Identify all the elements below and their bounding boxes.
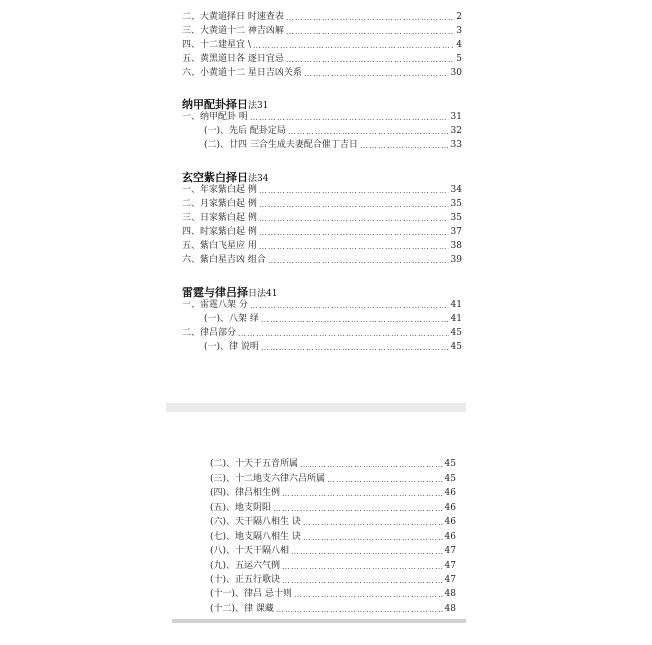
toc-entry-page: 2 (456, 12, 462, 22)
toc-entry-label: 三、日家紫白起 例 (182, 213, 257, 223)
leader-dots (288, 125, 449, 138)
toc-entry-page: 35 (450, 213, 462, 223)
toc-entry[interactable] (204, 313, 462, 326)
toc-entry-label: 二、月家紫白起 例 (182, 199, 257, 209)
toc-entry[interactable] (210, 545, 456, 558)
toc-entry-page: 41 (450, 300, 462, 310)
toc-entry[interactable] (210, 473, 456, 486)
toc-entry-page: 45 (450, 342, 462, 352)
toc-entry-label: (十二)、律 课藏 (210, 604, 274, 614)
section-page: 日法41 (248, 289, 278, 299)
section-heading (182, 284, 277, 300)
section-page: 法31 (248, 101, 269, 111)
toc-entry[interactable] (210, 516, 456, 529)
toc-entry[interactable] (182, 240, 462, 253)
toc-entry[interactable] (182, 198, 462, 211)
toc-entry[interactable] (182, 67, 462, 80)
toc-entry-label: (八)、十天干隔八相 (210, 546, 290, 556)
leader-dots (273, 502, 443, 515)
toc-entry-label: 五、紫白飞星应 用 (182, 241, 257, 251)
toc-entry-label: (三)、十二地支六律六吕所属 (210, 474, 326, 484)
toc-entry-page: 45 (444, 459, 456, 469)
toc-entry[interactable] (182, 299, 462, 312)
toc-entry-page: 46 (444, 503, 456, 513)
toc-entry-label: (二)、廿四 三合生成夫妻配合催丁吉日 (204, 140, 358, 150)
toc-entry-page: 33 (450, 140, 462, 150)
toc-entry-page: 4 (456, 40, 462, 50)
toc-entry[interactable] (210, 574, 456, 587)
toc-entry-page: 35 (450, 199, 462, 209)
toc-entry-label: (七)、地支隔八相生 诀 (210, 532, 301, 542)
section-title: 纳甲配卦择日 (182, 98, 248, 111)
toc-entry[interactable] (204, 139, 462, 152)
toc-entry-page: 47 (444, 561, 456, 571)
leader-dots (282, 487, 443, 500)
toc-entry-label: (九)、五运六气例 (210, 561, 281, 571)
toc-entry-label: 六、小黄道十二 星日吉凶关系 (182, 68, 302, 78)
toc-entry-page: 46 (444, 488, 456, 498)
toc-entry[interactable] (204, 341, 462, 354)
leader-dots (259, 198, 449, 211)
toc-entry[interactable] (204, 125, 462, 138)
toc-entry-page: 46 (444, 517, 456, 527)
toc-entry-page: 39 (450, 255, 462, 265)
leader-dots (238, 327, 449, 340)
toc-entry-label: (一)、八架 绎 (204, 314, 259, 324)
section-title: 雷霆与律吕择 (182, 286, 248, 299)
toc-entry[interactable] (210, 531, 456, 544)
toc-entry-page: 31 (450, 112, 462, 122)
leader-dots (261, 341, 449, 354)
leader-dots (303, 516, 443, 529)
toc-entry[interactable] (182, 25, 462, 38)
toc-entry-page: 46 (444, 532, 456, 542)
leader-dots (259, 212, 449, 225)
toc-entry-page: 3 (456, 26, 462, 36)
leader-dots (286, 25, 454, 38)
toc-entry-page: 45 (450, 328, 462, 338)
toc-entry[interactable] (210, 603, 456, 616)
toc-entry-label: 二、律吕部分 (182, 328, 237, 338)
toc-entry-label: 四、十二建星宜 \ (182, 40, 251, 50)
leader-dots (304, 67, 449, 80)
toc-entry-page: 47 (444, 575, 456, 585)
leader-dots (276, 603, 443, 616)
leader-dots (286, 11, 454, 24)
toc-entry[interactable] (210, 502, 456, 515)
toc-entry-label: (一)、律 说明 (204, 342, 259, 352)
toc-entry-page: 30 (450, 68, 462, 78)
toc-entry-label: (十一)、律吕 忌十则 (210, 589, 292, 599)
toc-entry[interactable] (182, 254, 462, 267)
leader-dots (259, 226, 449, 239)
leader-dots (291, 545, 443, 558)
toc-entry[interactable] (210, 458, 456, 471)
toc-entry[interactable] (182, 327, 462, 340)
toc-entry[interactable] (182, 39, 462, 52)
toc-entry[interactable] (182, 184, 462, 197)
leader-dots (282, 574, 443, 587)
section-heading (182, 96, 268, 112)
toc-entry[interactable] (182, 11, 462, 24)
leader-dots (282, 560, 443, 573)
toc-entry[interactable] (182, 212, 462, 225)
toc-entry-page: 45 (444, 474, 456, 484)
toc-entry-label: (十)、正五行歌诀 (210, 575, 281, 585)
page-separator (166, 403, 466, 412)
leader-dots (360, 139, 449, 152)
leader-dots (250, 111, 449, 124)
toc-entry-page: 41 (450, 314, 462, 324)
toc-entry-page: 48 (444, 604, 456, 614)
toc-entry[interactable] (182, 53, 462, 66)
leader-dots (259, 184, 449, 197)
leader-dots (303, 531, 443, 544)
toc-entry-page: 32 (450, 126, 462, 136)
section-title: 玄空紫白择日 (182, 171, 248, 184)
leader-dots (253, 39, 454, 52)
section-page: 法34 (248, 174, 269, 184)
toc-entry-label: (二)、十天干五音所属 (210, 459, 299, 469)
leader-dots (294, 588, 443, 601)
toc-entry-label: 四、时家紫白起 例 (182, 227, 257, 237)
toc-entry[interactable] (210, 560, 456, 573)
leader-dots (250, 299, 449, 312)
toc-entry-page: 48 (444, 589, 456, 599)
leader-dots (261, 313, 449, 326)
toc-entry-page: 5 (456, 54, 462, 64)
toc-entry[interactable] (182, 226, 462, 239)
toc-page-2 (172, 412, 466, 622)
leader-dots (268, 254, 449, 267)
toc-entry-page: 38 (450, 241, 462, 251)
horizontal-scrollbar[interactable] (172, 619, 466, 623)
toc-entry-page: 47 (444, 546, 456, 556)
leader-dots (300, 458, 443, 471)
toc-entry[interactable] (210, 487, 456, 500)
toc-entry-label: (六)、天干隔八相生 诀 (210, 517, 301, 527)
toc-entry-label: (四)、律吕相生例 (210, 488, 281, 498)
toc-entry[interactable] (182, 111, 462, 124)
toc-page-1 (166, 0, 466, 402)
toc-entry-label: 一、年家紫白起 例 (182, 185, 257, 195)
toc-entry-label: 五、黄黑道日各 逐日宜忌 (182, 54, 284, 64)
toc-entry-label: 一、纳甲配卦 明 (182, 112, 248, 122)
toc-entry-label: 二、大黄道择日 时速查表 (182, 12, 284, 22)
leader-dots (259, 240, 449, 253)
leader-dots (327, 473, 443, 486)
toc-entry-label: 一、雷霆八架 分 (182, 300, 248, 310)
toc-entry-page: 34 (450, 185, 462, 195)
toc-entry-label: (一)、先后 配卦定局 (204, 126, 286, 136)
toc-entry-label: (五)、地支阴阳 (210, 503, 272, 513)
toc-entry-label: 六、紫白星吉凶 组合 (182, 255, 266, 265)
leader-dots (286, 53, 454, 66)
toc-entry-label: 三、大黄道十二 神吉凶解 (182, 26, 284, 36)
section-heading (182, 169, 268, 185)
toc-entry[interactable] (210, 588, 456, 601)
toc-entry-page: 37 (450, 227, 462, 237)
